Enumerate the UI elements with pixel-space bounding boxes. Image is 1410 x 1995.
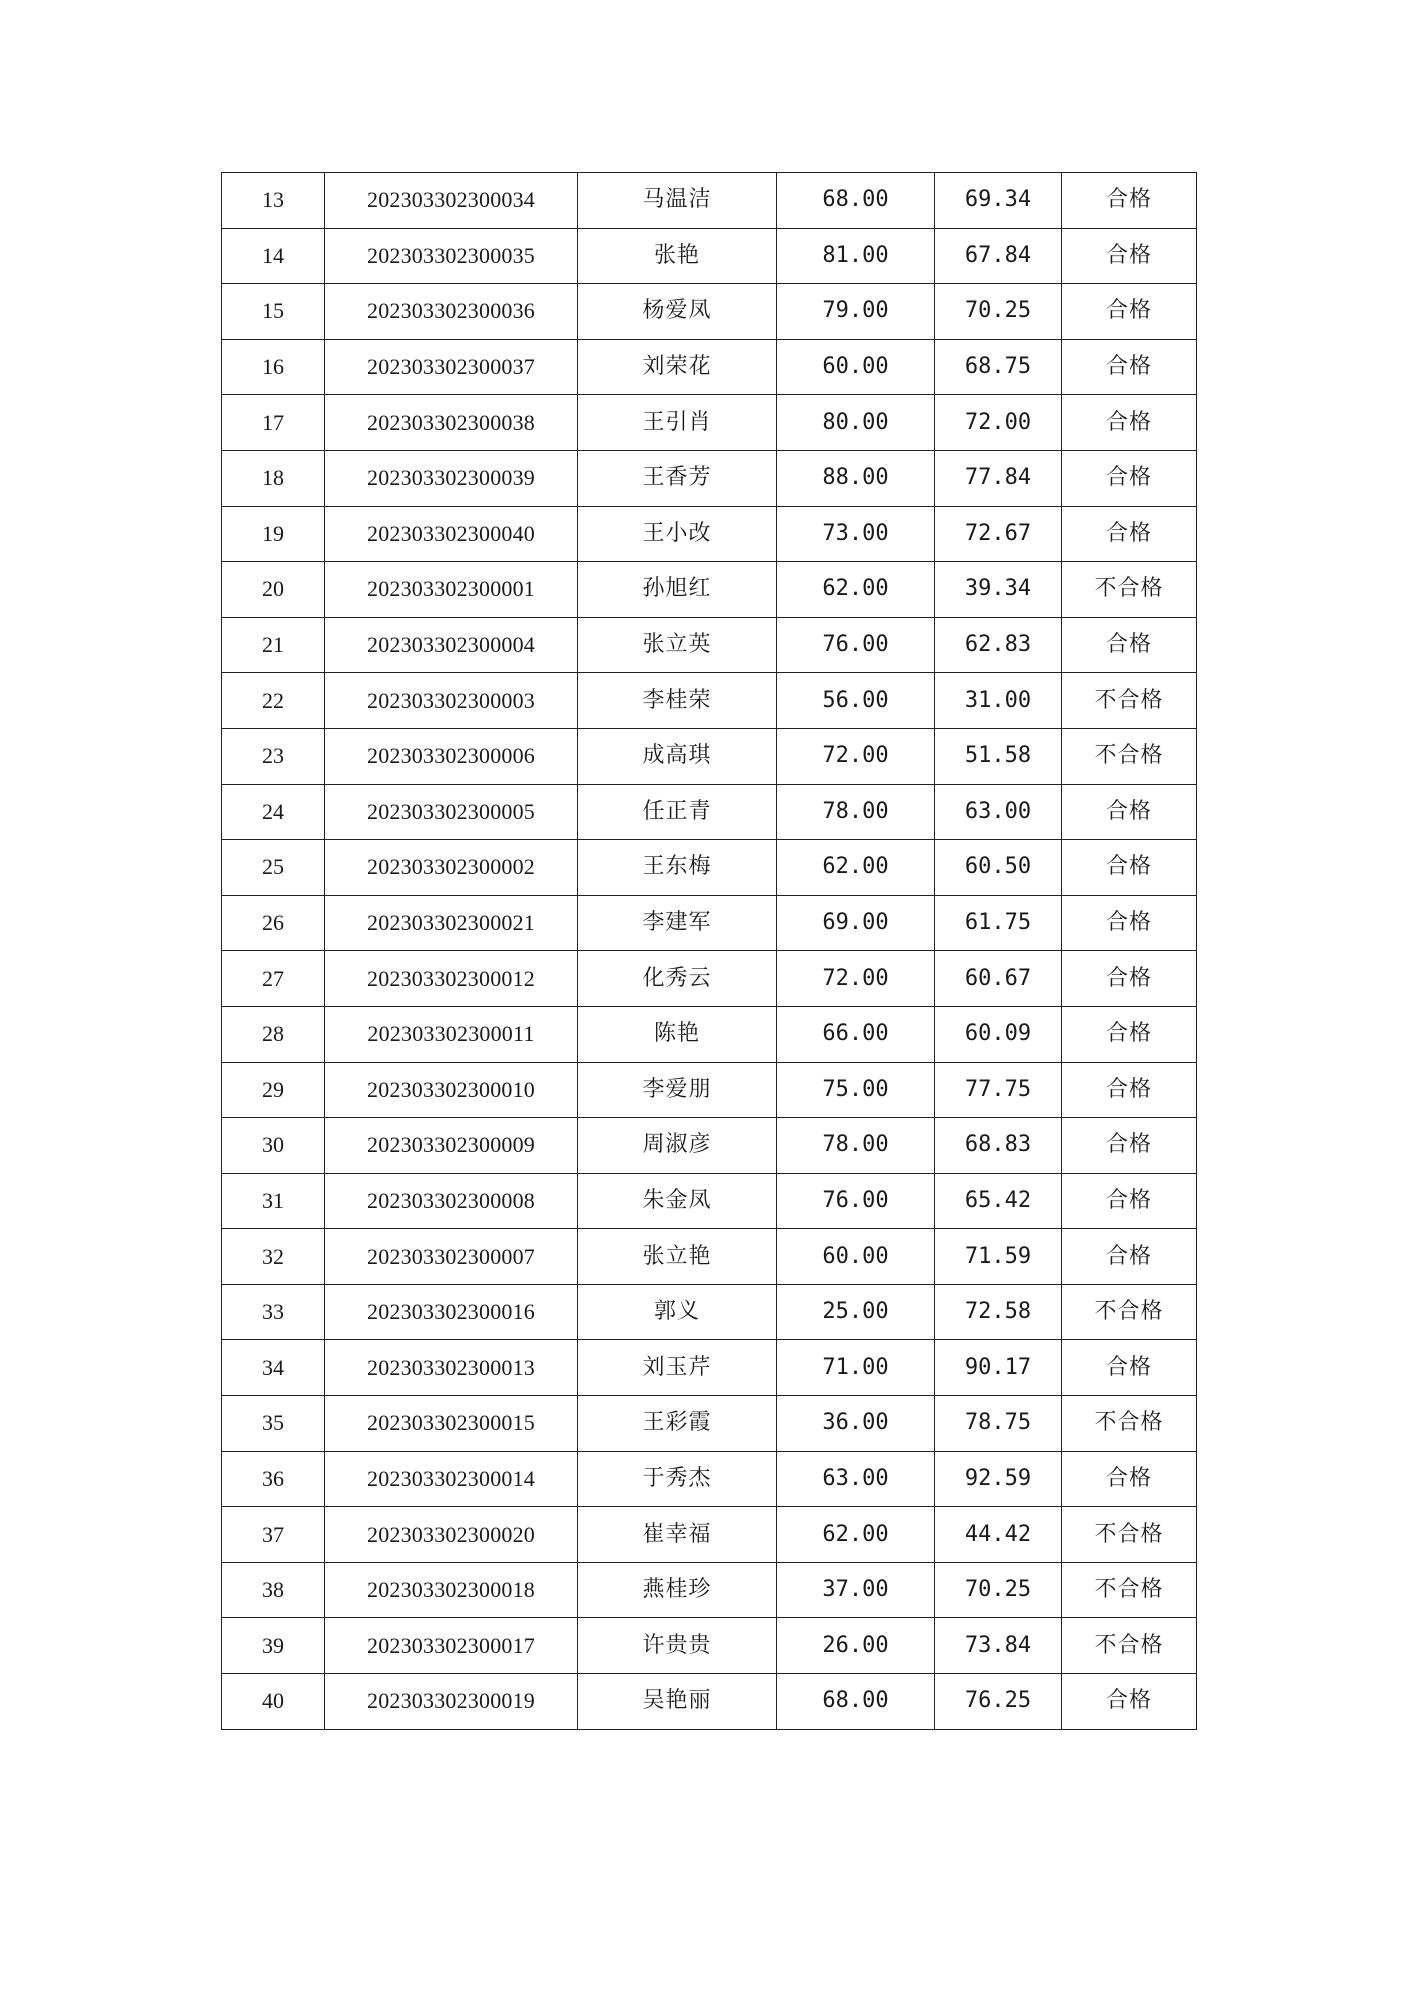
candidate-id-cell: 202303302300007 — [325, 1229, 578, 1285]
score-one-cell: 36.00 — [777, 1396, 935, 1452]
result-cell: 合格 — [1062, 228, 1197, 284]
score-one-cell: 73.00 — [777, 506, 935, 562]
candidate-name-cell: 王小改 — [578, 506, 777, 562]
result-cell: 合格 — [1062, 339, 1197, 395]
row-index-cell: 19 — [222, 506, 325, 562]
candidate-name-cell: 刘荣花 — [578, 339, 777, 395]
row-index-cell: 33 — [222, 1284, 325, 1340]
score-two-cell: 70.25 — [935, 1562, 1062, 1618]
table-row — [222, 1674, 1197, 1730]
candidate-name-cell: 李爱朋 — [578, 1062, 777, 1118]
table-row — [222, 339, 1197, 395]
row-index-cell: 25 — [222, 840, 325, 896]
result-cell: 合格 — [1062, 173, 1197, 229]
score-two-cell: 60.09 — [935, 1006, 1062, 1062]
candidate-name-cell: 张立英 — [578, 617, 777, 673]
candidate-id-cell: 202303302300002 — [325, 840, 578, 896]
table-row — [222, 173, 1197, 229]
result-cell: 不合格 — [1062, 728, 1197, 784]
table-row — [222, 1062, 1197, 1118]
result-cell: 合格 — [1062, 1118, 1197, 1174]
result-cell: 合格 — [1062, 840, 1197, 896]
score-two-cell: 65.42 — [935, 1173, 1062, 1229]
candidate-id-cell: 202303302300017 — [325, 1618, 578, 1674]
result-cell: 不合格 — [1062, 1562, 1197, 1618]
candidate-id-cell: 202303302300038 — [325, 395, 578, 451]
score-two-cell: 69.34 — [935, 173, 1062, 229]
result-cell: 不合格 — [1062, 1618, 1197, 1674]
result-cell: 合格 — [1062, 1173, 1197, 1229]
score-two-cell: 68.75 — [935, 339, 1062, 395]
candidate-name-cell: 成高琪 — [578, 728, 777, 784]
table-row — [222, 1229, 1197, 1285]
score-two-cell: 68.83 — [935, 1118, 1062, 1174]
table-row — [222, 673, 1197, 729]
score-two-cell: 72.67 — [935, 506, 1062, 562]
table-row — [222, 1118, 1197, 1174]
table-row — [222, 1451, 1197, 1507]
table-row — [222, 1340, 1197, 1396]
row-index-cell: 40 — [222, 1674, 325, 1730]
candidate-name-cell: 王引肖 — [578, 395, 777, 451]
result-cell: 不合格 — [1062, 562, 1197, 618]
score-one-cell: 76.00 — [777, 617, 935, 673]
candidate-name-cell: 王东梅 — [578, 840, 777, 896]
score-one-cell: 88.00 — [777, 450, 935, 506]
result-cell: 不合格 — [1062, 1396, 1197, 1452]
row-index-cell: 27 — [222, 951, 325, 1007]
candidate-id-cell: 202303302300008 — [325, 1173, 578, 1229]
candidate-id-cell: 202303302300021 — [325, 895, 578, 951]
candidate-name-cell: 化秀云 — [578, 951, 777, 1007]
score-one-cell: 71.00 — [777, 1340, 935, 1396]
row-index-cell: 24 — [222, 784, 325, 840]
score-one-cell: 78.00 — [777, 784, 935, 840]
row-index-cell: 30 — [222, 1118, 325, 1174]
candidate-name-cell: 李建军 — [578, 895, 777, 951]
table-row — [222, 840, 1197, 896]
result-cell: 合格 — [1062, 1451, 1197, 1507]
candidate-name-cell: 王彩霞 — [578, 1396, 777, 1452]
results-table — [221, 172, 1197, 1730]
candidate-name-cell: 崔幸福 — [578, 1507, 777, 1563]
candidate-id-cell: 202303302300019 — [325, 1674, 578, 1730]
score-two-cell: 39.34 — [935, 562, 1062, 618]
result-cell: 合格 — [1062, 284, 1197, 340]
result-cell: 合格 — [1062, 1229, 1197, 1285]
candidate-name-cell: 许贵贵 — [578, 1618, 777, 1674]
candidate-name-cell: 于秀杰 — [578, 1451, 777, 1507]
result-cell: 合格 — [1062, 395, 1197, 451]
candidate-id-cell: 202303302300018 — [325, 1562, 578, 1618]
score-one-cell: 62.00 — [777, 1507, 935, 1563]
candidate-name-cell: 杨爱凤 — [578, 284, 777, 340]
result-cell: 合格 — [1062, 784, 1197, 840]
row-index-cell: 18 — [222, 450, 325, 506]
score-one-cell: 26.00 — [777, 1618, 935, 1674]
score-one-cell: 25.00 — [777, 1284, 935, 1340]
candidate-name-cell: 郭义 — [578, 1284, 777, 1340]
table-row — [222, 506, 1197, 562]
candidate-name-cell: 孙旭红 — [578, 562, 777, 618]
score-two-cell: 31.00 — [935, 673, 1062, 729]
score-two-cell: 77.75 — [935, 1062, 1062, 1118]
result-cell: 合格 — [1062, 1340, 1197, 1396]
table-row — [222, 1618, 1197, 1674]
row-index-cell: 26 — [222, 895, 325, 951]
score-one-cell: 63.00 — [777, 1451, 935, 1507]
candidate-id-cell: 202303302300011 — [325, 1006, 578, 1062]
score-two-cell: 76.25 — [935, 1674, 1062, 1730]
candidate-name-cell: 任正青 — [578, 784, 777, 840]
score-one-cell: 81.00 — [777, 228, 935, 284]
row-index-cell: 31 — [222, 1173, 325, 1229]
row-index-cell: 21 — [222, 617, 325, 673]
score-one-cell: 62.00 — [777, 840, 935, 896]
candidate-id-cell: 202303302300003 — [325, 673, 578, 729]
score-two-cell: 70.25 — [935, 284, 1062, 340]
row-index-cell: 29 — [222, 1062, 325, 1118]
score-one-cell: 66.00 — [777, 1006, 935, 1062]
table-row — [222, 617, 1197, 673]
result-cell: 不合格 — [1062, 1284, 1197, 1340]
table-row — [222, 1006, 1197, 1062]
score-one-cell: 72.00 — [777, 728, 935, 784]
score-one-cell: 60.00 — [777, 339, 935, 395]
table-row — [222, 450, 1197, 506]
row-index-cell: 22 — [222, 673, 325, 729]
candidate-name-cell: 周淑彦 — [578, 1118, 777, 1174]
candidate-id-cell: 202303302300016 — [325, 1284, 578, 1340]
score-two-cell: 77.84 — [935, 450, 1062, 506]
candidate-id-cell: 202303302300005 — [325, 784, 578, 840]
score-one-cell: 79.00 — [777, 284, 935, 340]
candidate-id-cell: 202303302300039 — [325, 450, 578, 506]
candidate-name-cell: 刘玉芹 — [578, 1340, 777, 1396]
score-two-cell: 63.00 — [935, 784, 1062, 840]
candidate-id-cell: 202303302300004 — [325, 617, 578, 673]
score-one-cell: 68.00 — [777, 173, 935, 229]
table-row — [222, 728, 1197, 784]
candidate-id-cell: 202303302300013 — [325, 1340, 578, 1396]
result-cell: 合格 — [1062, 895, 1197, 951]
candidate-name-cell: 王香芳 — [578, 450, 777, 506]
table-row — [222, 1284, 1197, 1340]
row-index-cell: 23 — [222, 728, 325, 784]
row-index-cell: 20 — [222, 562, 325, 618]
candidate-id-cell: 202303302300035 — [325, 228, 578, 284]
row-index-cell: 39 — [222, 1618, 325, 1674]
score-one-cell: 80.00 — [777, 395, 935, 451]
result-cell: 不合格 — [1062, 673, 1197, 729]
candidate-id-cell: 202303302300009 — [325, 1118, 578, 1174]
score-two-cell: 61.75 — [935, 895, 1062, 951]
candidate-name-cell: 陈艳 — [578, 1006, 777, 1062]
candidate-id-cell: 202303302300012 — [325, 951, 578, 1007]
candidate-name-cell: 张立艳 — [578, 1229, 777, 1285]
row-index-cell: 36 — [222, 1451, 325, 1507]
score-one-cell: 76.00 — [777, 1173, 935, 1229]
row-index-cell: 34 — [222, 1340, 325, 1396]
candidate-name-cell: 张艳 — [578, 228, 777, 284]
score-two-cell: 72.00 — [935, 395, 1062, 451]
score-one-cell: 69.00 — [777, 895, 935, 951]
row-index-cell: 17 — [222, 395, 325, 451]
score-two-cell: 44.42 — [935, 1507, 1062, 1563]
result-cell: 合格 — [1062, 951, 1197, 1007]
score-two-cell: 73.84 — [935, 1618, 1062, 1674]
score-two-cell: 60.67 — [935, 951, 1062, 1007]
candidate-id-cell: 202303302300036 — [325, 284, 578, 340]
candidate-name-cell: 燕桂珍 — [578, 1562, 777, 1618]
score-one-cell: 75.00 — [777, 1062, 935, 1118]
candidate-id-cell: 202303302300020 — [325, 1507, 578, 1563]
score-one-cell: 56.00 — [777, 673, 935, 729]
candidate-id-cell: 202303302300001 — [325, 562, 578, 618]
score-two-cell: 78.75 — [935, 1396, 1062, 1452]
result-cell: 合格 — [1062, 1674, 1197, 1730]
score-two-cell: 71.59 — [935, 1229, 1062, 1285]
score-two-cell: 60.50 — [935, 840, 1062, 896]
row-index-cell: 37 — [222, 1507, 325, 1563]
candidate-id-cell: 202303302300040 — [325, 506, 578, 562]
score-one-cell: 78.00 — [777, 1118, 935, 1174]
score-one-cell: 37.00 — [777, 1562, 935, 1618]
score-one-cell: 62.00 — [777, 562, 935, 618]
row-index-cell: 32 — [222, 1229, 325, 1285]
table-row — [222, 1396, 1197, 1452]
result-cell: 合格 — [1062, 506, 1197, 562]
row-index-cell: 16 — [222, 339, 325, 395]
results-table-body — [222, 173, 1197, 1730]
table-row — [222, 784, 1197, 840]
score-two-cell: 51.58 — [935, 728, 1062, 784]
result-cell: 合格 — [1062, 1006, 1197, 1062]
candidate-id-cell: 202303302300037 — [325, 339, 578, 395]
row-index-cell: 15 — [222, 284, 325, 340]
table-row — [222, 284, 1197, 340]
candidate-name-cell: 朱金凤 — [578, 1173, 777, 1229]
score-one-cell: 68.00 — [777, 1674, 935, 1730]
row-index-cell: 13 — [222, 173, 325, 229]
table-row — [222, 1562, 1197, 1618]
score-two-cell: 67.84 — [935, 228, 1062, 284]
result-cell: 合格 — [1062, 450, 1197, 506]
candidate-id-cell: 202303302300015 — [325, 1396, 578, 1452]
row-index-cell: 35 — [222, 1396, 325, 1452]
result-cell: 不合格 — [1062, 1507, 1197, 1563]
score-two-cell: 62.83 — [935, 617, 1062, 673]
table-row — [222, 1507, 1197, 1563]
result-cell: 合格 — [1062, 1062, 1197, 1118]
score-two-cell: 72.58 — [935, 1284, 1062, 1340]
table-row — [222, 228, 1197, 284]
table-row — [222, 1173, 1197, 1229]
candidate-name-cell: 马温洁 — [578, 173, 777, 229]
candidate-id-cell: 202303302300010 — [325, 1062, 578, 1118]
table-row — [222, 951, 1197, 1007]
table-row — [222, 562, 1197, 618]
candidate-name-cell: 吴艳丽 — [578, 1674, 777, 1730]
row-index-cell: 14 — [222, 228, 325, 284]
table-row — [222, 895, 1197, 951]
row-index-cell: 28 — [222, 1006, 325, 1062]
candidate-id-cell: 202303302300034 — [325, 173, 578, 229]
candidate-id-cell: 202303302300014 — [325, 1451, 578, 1507]
row-index-cell: 38 — [222, 1562, 325, 1618]
score-two-cell: 90.17 — [935, 1340, 1062, 1396]
result-cell: 合格 — [1062, 617, 1197, 673]
candidate-name-cell: 李桂荣 — [578, 673, 777, 729]
score-one-cell: 72.00 — [777, 951, 935, 1007]
score-two-cell: 92.59 — [935, 1451, 1062, 1507]
candidate-id-cell: 202303302300006 — [325, 728, 578, 784]
score-one-cell: 60.00 — [777, 1229, 935, 1285]
table-row — [222, 395, 1197, 451]
